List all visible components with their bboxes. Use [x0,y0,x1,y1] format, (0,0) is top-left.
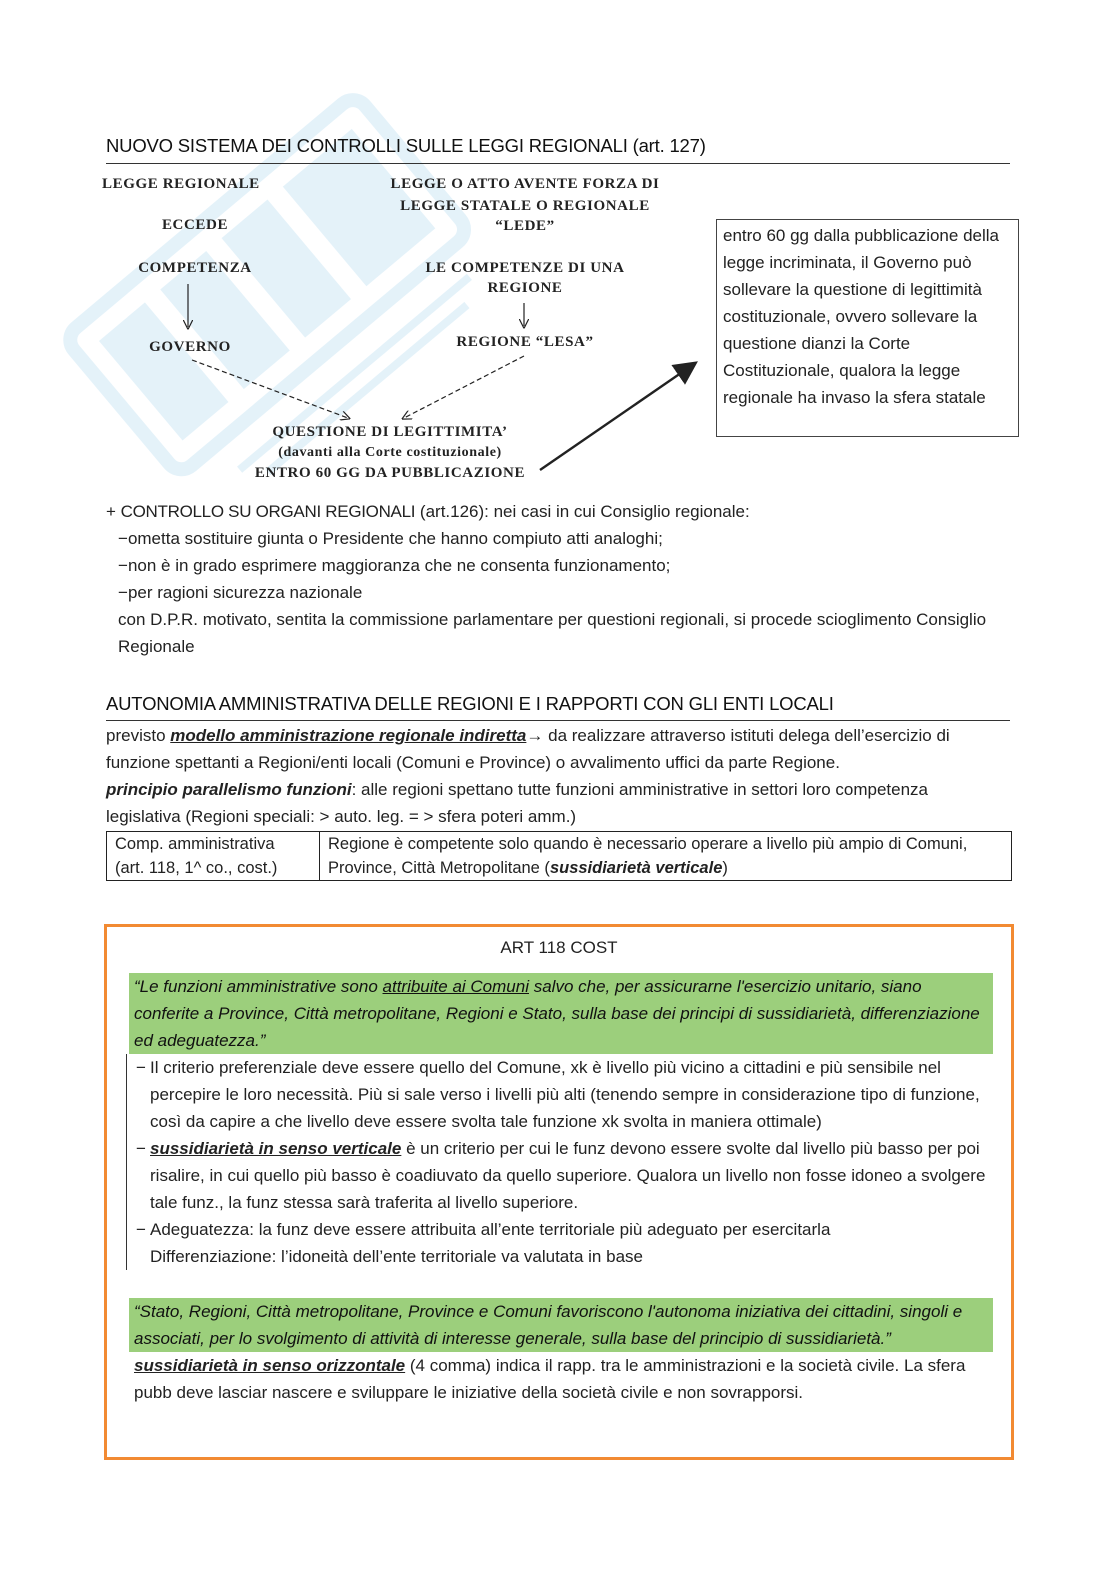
art118-title: ART 118 COST [500,938,618,957]
diagram-right-comp-1: LE COMPETENZE DI UNA [425,260,625,276]
list-item: −per ragioni sicurezza nazionale [118,583,363,602]
diagram-bottom-1: QUESTIONE DI LEGITTIMITA’ [272,424,508,440]
criteria-list [126,1054,993,1270]
paragraph-model: previsto modello amministrazione regionale indiretta→ da realizzare attraverso istituti delega dell’esercizio di funzione spettanti a Regioni/enti locali (Comuni e Province) o avvalimento uffici da parte Regione. [106,726,950,772]
list-item: − Il criterio preferenziale deve essere quello del Comune, xk è livello più vicino a cittadini e più sensibile nel percepire le loro necessità. Più si sale verso i livelli più alti (tenendo sempre in considerazione tipo di funzione, così da capire a che livello deve essere svolta tale funzione xk svolta in maniera ottimale) [136,1058,980,1131]
horizontal-subsidiarity-paragraph: sussidiarietà in senso orizzontale (4 comma) indica il rapp. tra le amministrazioni e la società civile. La sfera pubb deve lasciar nascere e sviluppare le iniziative della società civile e non sovrapporsi. [134,1356,966,1402]
list-item: −ometta sostituire giunta o Presidente che hanno compiuto atti analoghi; [118,529,663,548]
diagram-left-exceeds: ECCEDE [161,217,229,233]
emphasis-model: modello amministrazione regionale indiretta [170,726,527,745]
regional-organs-control [106,498,1006,660]
diagram-bottom-3: ENTRO 60 GG DA PUBBLICAZIONE [254,465,526,481]
table-right-cell: Regione è competente solo quando è necessario operare a livello più ampio di Comuni, Province, Città Metropolitane (sussidiarietà verticale) [320,832,1012,881]
quote-art118-comma4: “Stato, Regioni, Città metropolitane, Province e Comuni favoriscono l'autonoma iniziativa dei cittadini, singoli e associati, per lo svolgimento di attività di interesse generale, sulla base del principio di sussidiarietà.” [129,1298,993,1352]
plus-sign: + [106,502,121,521]
control-conclusion: con D.P.R. motivato, sentita la commissione parlamentare per questioni regionali, si procede scioglimento Consiglio Regionale [118,610,987,656]
diagram-right-title-3: “LEDE” [495,218,555,234]
paragraph-parallelism: principio parallelismo funzioni: alle regioni spettano tutte funzioni amministrative in settori loro competenza legislativa (Regioni speciali: > auto. leg. = > sfera poteri amm.) [106,780,928,826]
diagram-left-actor: GOVERNO [149,339,231,355]
table-left-cell: Comp. amministrativa (art. 118, 1^ co., cost.) [107,832,320,881]
arrow-to-note [540,364,694,470]
title-underline [106,720,1010,721]
competence-table [106,831,1012,881]
list-item: − sussidiarietà in senso verticale è un criterio per cui le funz devono essere svolte dal livello più basso per poi risalire, in cui quello più basso è coadiuvato da quello superiore. Qualora un livello non fosse idoneo a svolgere tale funz., la funz stessa sarà traferita al livello superiore. [136,1139,986,1212]
diagram-left-title: LEGGE REGIONALE [102,176,260,192]
arrow-governo-questione [192,360,348,418]
diagram-right-actor: REGIONE “LESA” [456,334,594,350]
emphasis-parallelism: principio parallelismo funzioni [106,780,352,799]
diagram-left-competence: COMPETENZA [138,260,252,276]
diagram-bottom-2: (davanti alla Corte costituzionale) [278,445,502,460]
diagram-right-title-2: LEGGE STATALE O REGIONALE [400,198,650,214]
list-item: −non è in grado esprimere maggioranza che ne consenta funzionamento; [118,556,671,575]
arrow-regione-questione [404,356,524,418]
quote-art118-comma1: “Le funzioni amministrative sono attribuite ai Comuni salvo che, per assicurarne l'esercizio unitario, siano conferite a Province, Città metropolitane, Regioni e Stato, sulla base dei principi di sussidiarietà, differenziazione ed adeguatezza.” [129,973,993,1054]
art118-box [104,924,1014,1460]
control-title: CONTROLLO SU ORGANI REGIONALI [120,502,416,521]
list-item: − Adeguatezza: la funz deve essere attribuita all’ente territoriale più adeguato per esercitarla Differenziazione: l’idoneità dell’ente territoriale va valutata in base [136,1220,831,1266]
diagram-right-title-1: LEGGE O ATTO AVENTE FORZA DI [390,176,660,192]
diagram-right-comp-2: REGIONE [487,280,563,296]
note-box-60gg: entro 60 gg dalla pubblicazione della legge incriminata, il Governo può sollevare la questione di legittimità costituzionale, ovvero sollevare la questione dianzi la Corte Costituzionale, qualora la legge regionale ha invaso la sfera statale [716,219,1019,437]
section-title-autonomy: AUTONOMIA AMMINISTRATIVA DELLE REGIONI E I RAPPORTI CON GLI ENTI LOCALI [106,693,834,714]
autonomy-paragraphs [106,722,1006,830]
section-title-controls: NUOVO SISTEMA DEI CONTROLLI SULLE LEGGI REGIONALI (art. 127) [106,135,706,156]
control-intro: (art.126): nei casi in cui Consiglio regionale: [415,502,750,521]
